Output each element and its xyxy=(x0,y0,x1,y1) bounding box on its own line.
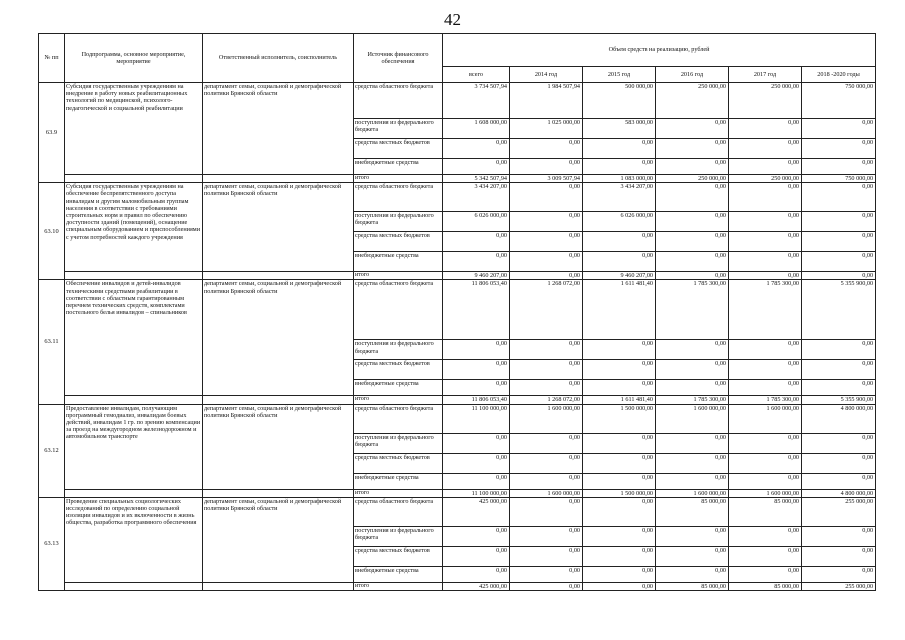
table-row xyxy=(39,497,876,526)
amount-cell: 0,00 xyxy=(583,546,656,566)
amount-cell: 0,00 xyxy=(729,252,802,272)
responsible-executor: департамент семьи, социальной и демографической политики Брянской области xyxy=(203,183,354,272)
amount-cell: 3 734 507,94 xyxy=(443,83,510,119)
amount-cell: 0,00 xyxy=(802,453,876,473)
amount-cell: 1 785 300,00 xyxy=(656,396,729,404)
header-col-2018-2020: 2018 -2020 годы xyxy=(802,67,876,83)
amount-cell: 250 000,00 xyxy=(656,83,729,119)
empty-cell xyxy=(203,396,354,404)
empty-cell xyxy=(65,396,203,404)
amount-cell: 0,00 xyxy=(656,212,729,232)
table-body xyxy=(39,83,876,591)
amount-cell: 0,00 xyxy=(656,360,729,380)
amount-cell: 0,00 xyxy=(443,159,510,175)
funding-source: внебюджетные средства xyxy=(354,159,443,175)
amount-cell: 0,00 xyxy=(443,232,510,252)
amount-cell: 0,00 xyxy=(802,119,876,139)
amount-cell: 0,00 xyxy=(802,340,876,360)
amount-cell: 0,00 xyxy=(443,340,510,360)
amount-cell: 0,00 xyxy=(656,119,729,139)
amount-cell: 0,00 xyxy=(510,340,583,360)
amount-cell: 0,00 xyxy=(510,212,583,232)
table-row xyxy=(39,272,876,280)
amount-cell: 0,00 xyxy=(583,360,656,380)
amount-cell: 0,00 xyxy=(729,433,802,453)
amount-cell: 1 600 000,00 xyxy=(656,489,729,497)
amount-cell: 0,00 xyxy=(729,360,802,380)
empty-cell xyxy=(203,272,354,280)
amount-cell: 0,00 xyxy=(729,139,802,159)
amount-cell: 1 785 300,00 xyxy=(729,396,802,404)
amount-cell: 1 083 000,00 xyxy=(583,175,656,183)
funding-source: итого xyxy=(354,396,443,404)
amount-cell: 11 100 000,00 xyxy=(443,404,510,433)
amount-cell: 0,00 xyxy=(510,232,583,252)
amount-cell: 0,00 xyxy=(729,212,802,232)
amount-cell: 0,00 xyxy=(443,546,510,566)
amount-cell: 0,00 xyxy=(510,582,583,590)
amount-cell: 0,00 xyxy=(729,340,802,360)
amount-cell: 0,00 xyxy=(510,526,583,546)
amount-cell: 1 600 000,00 xyxy=(729,489,802,497)
empty-cell xyxy=(65,272,203,280)
funding-source: поступления из федерального бюджета xyxy=(354,212,443,232)
amount-cell: 0,00 xyxy=(656,252,729,272)
amount-cell: 425 000,00 xyxy=(443,582,510,590)
amount-cell: 4 800 000,00 xyxy=(802,489,876,497)
funding-source: внебюджетные средства xyxy=(354,380,443,396)
amount-cell: 1 600 000,00 xyxy=(656,404,729,433)
amount-cell: 9 460 207,00 xyxy=(583,272,656,280)
amount-cell: 85 000,00 xyxy=(656,497,729,526)
amount-cell: 85 000,00 xyxy=(729,497,802,526)
amount-cell: 0,00 xyxy=(729,526,802,546)
amount-cell: 11 806 053,40 xyxy=(443,396,510,404)
table-row xyxy=(39,396,876,404)
funding-source: средства областного бюджета xyxy=(354,404,443,433)
item-number: 63.13 xyxy=(39,497,65,590)
funding-source: итого xyxy=(354,582,443,590)
page-number: 42 xyxy=(444,10,461,29)
header-executor: Ответственный исполнитель, соисполнитель xyxy=(203,34,354,83)
amount-cell: 0,00 xyxy=(510,159,583,175)
amount-cell: 0,00 xyxy=(729,566,802,582)
funding-source: средства местных бюджетов xyxy=(354,453,443,473)
funding-source: поступления из федерального бюджета xyxy=(354,526,443,546)
responsible-executor: департамент семьи, социальной и демографической политики Брянской области xyxy=(203,280,354,396)
funding-source: средства областного бюджета xyxy=(354,83,443,119)
amount-cell: 11 100 000,00 xyxy=(443,489,510,497)
responsible-executor: департамент семьи, социальной и демографической политики Брянской области xyxy=(203,404,354,489)
funding-source: средства местных бюджетов xyxy=(354,232,443,252)
table-row xyxy=(39,183,876,212)
amount-cell: 6 026 000,00 xyxy=(443,212,510,232)
amount-cell: 0,00 xyxy=(443,360,510,380)
empty-cell xyxy=(65,582,203,590)
amount-cell: 0,00 xyxy=(510,183,583,212)
amount-cell: 5 342 507,94 xyxy=(443,175,510,183)
amount-cell: 0,00 xyxy=(656,183,729,212)
amount-cell: 0,00 xyxy=(510,272,583,280)
funding-source: поступления из федерального бюджета xyxy=(354,340,443,360)
amount-cell: 0,00 xyxy=(510,380,583,396)
amount-cell: 1 600 000,00 xyxy=(729,404,802,433)
amount-cell: 85 000,00 xyxy=(729,582,802,590)
table-row xyxy=(39,280,876,340)
amount-cell: 0,00 xyxy=(583,340,656,360)
table-row xyxy=(39,582,876,590)
amount-cell: 0,00 xyxy=(583,159,656,175)
program-description: Субсидия государственным учреждениям на обеспечение беспрепятственного доступа инвалидам и другим маломобильным группам населения в соответствии с требованиями строительных норм и правил по обеспечению доступности зданий (помещений), оснащение специальным оборудованием и приспособлениями с учетом потребностей каждого учреждения xyxy=(65,183,203,272)
amount-cell: 0,00 xyxy=(443,566,510,582)
amount-cell: 0,00 xyxy=(656,566,729,582)
funding-source: поступления из федерального бюджета xyxy=(354,119,443,139)
amount-cell: 6 026 000,00 xyxy=(583,212,656,232)
amount-cell: 85 000,00 xyxy=(656,582,729,590)
amount-cell: 0,00 xyxy=(510,546,583,566)
amount-cell: 0,00 xyxy=(802,526,876,546)
funding-source: внебюджетные средства xyxy=(354,566,443,582)
empty-cell xyxy=(203,175,354,183)
amount-cell: 0,00 xyxy=(802,139,876,159)
amount-cell: 1 984 507,94 xyxy=(510,83,583,119)
amount-cell: 0,00 xyxy=(583,232,656,252)
amount-cell: 0,00 xyxy=(443,252,510,272)
amount-cell: 583 000,00 xyxy=(583,119,656,139)
amount-cell: 0,00 xyxy=(729,546,802,566)
empty-cell xyxy=(65,175,203,183)
amount-cell: 9 460 207,00 xyxy=(443,272,510,280)
funding-source: средства местных бюджетов xyxy=(354,546,443,566)
amount-cell: 0,00 xyxy=(656,232,729,252)
amount-cell: 0,00 xyxy=(583,139,656,159)
responsible-executor: департамент семьи, социальной и демографической политики Брянской области xyxy=(203,497,354,582)
amount-cell: 0,00 xyxy=(583,473,656,489)
funding-source: итого xyxy=(354,272,443,280)
header-col-2015: 2015 год xyxy=(583,67,656,83)
item-number: 63.11 xyxy=(39,280,65,404)
amount-cell: 0,00 xyxy=(510,139,583,159)
amount-cell: 425 000,00 xyxy=(443,497,510,526)
amount-cell: 5 355 900,00 xyxy=(802,396,876,404)
funding-source: итого xyxy=(354,489,443,497)
amount-cell: 0,00 xyxy=(583,380,656,396)
amount-cell: 0,00 xyxy=(583,497,656,526)
amount-cell: 250 000,00 xyxy=(729,175,802,183)
amount-cell: 1 608 000,00 xyxy=(443,119,510,139)
amount-cell: 1 785 300,00 xyxy=(729,280,802,340)
amount-cell: 0,00 xyxy=(443,433,510,453)
funding-source: внебюджетные средства xyxy=(354,252,443,272)
header-volume: Объем средств на реализацию, рублей xyxy=(443,34,876,67)
amount-cell: 0,00 xyxy=(802,473,876,489)
amount-cell: 0,00 xyxy=(443,139,510,159)
table-row xyxy=(39,489,876,497)
amount-cell: 1 025 000,00 xyxy=(510,119,583,139)
amount-cell: 0,00 xyxy=(802,360,876,380)
amount-cell: 0,00 xyxy=(656,526,729,546)
funding-source: средства областного бюджета xyxy=(354,183,443,212)
amount-cell: 0,00 xyxy=(802,546,876,566)
program-description: Проведение специальных социологических исследований по определению социальной изоляции инвалидов и их включенности в жизнь общества, разработка программного обеспечения xyxy=(65,497,203,582)
amount-cell: 1 600 000,00 xyxy=(510,489,583,497)
amount-cell: 0,00 xyxy=(656,272,729,280)
item-number: 63.9 xyxy=(39,83,65,183)
amount-cell: 0,00 xyxy=(802,183,876,212)
amount-cell: 1 500 000,00 xyxy=(583,404,656,433)
amount-cell: 0,00 xyxy=(656,453,729,473)
amount-cell: 0,00 xyxy=(443,380,510,396)
funding-source: внебюджетные средства xyxy=(354,473,443,489)
amount-cell: 0,00 xyxy=(802,232,876,252)
amount-cell: 0,00 xyxy=(656,139,729,159)
amount-cell: 3 434 207,00 xyxy=(583,183,656,212)
amount-cell: 0,00 xyxy=(443,453,510,473)
amount-cell: 1 785 300,00 xyxy=(656,280,729,340)
table-row xyxy=(39,404,876,433)
amount-cell: 0,00 xyxy=(729,272,802,280)
amount-cell: 0,00 xyxy=(802,380,876,396)
amount-cell: 0,00 xyxy=(510,453,583,473)
amount-cell: 0,00 xyxy=(656,433,729,453)
financing-table xyxy=(38,33,876,591)
amount-cell: 1 600 000,00 xyxy=(510,404,583,433)
amount-cell: 0,00 xyxy=(443,526,510,546)
amount-cell: 0,00 xyxy=(510,566,583,582)
amount-cell: 0,00 xyxy=(583,252,656,272)
amount-cell: 0,00 xyxy=(656,473,729,489)
amount-cell: 0,00 xyxy=(729,232,802,252)
amount-cell: 0,00 xyxy=(583,582,656,590)
amount-cell: 0,00 xyxy=(802,433,876,453)
responsible-executor: департамент семьи, социальной и демографической политики Брянской области xyxy=(203,83,354,175)
amount-cell: 0,00 xyxy=(729,453,802,473)
amount-cell: 0,00 xyxy=(510,360,583,380)
amount-cell: 250 000,00 xyxy=(729,83,802,119)
amount-cell: 0,00 xyxy=(510,433,583,453)
item-number: 63.12 xyxy=(39,404,65,497)
header-col-2016: 2016 год xyxy=(656,67,729,83)
amount-cell: 255 000,00 xyxy=(802,582,876,590)
amount-cell: 0,00 xyxy=(510,473,583,489)
table-row xyxy=(39,175,876,183)
program-description: Обеспечение инвалидов и детей-инвалидов техническими средствами реабилитации в соответствии с областным гарантированным перечнем технических средств, комплектами постельного белья инвалидов – спинальников xyxy=(65,280,203,396)
funding-source: средства областного бюджета xyxy=(354,497,443,526)
header-program: Подпрограмма, основное мероприятие, мероприятие xyxy=(65,34,203,83)
amount-cell: 1 611 481,40 xyxy=(583,396,656,404)
amount-cell: 0,00 xyxy=(729,183,802,212)
amount-cell: 0,00 xyxy=(802,212,876,232)
amount-cell: 0,00 xyxy=(656,340,729,360)
amount-cell: 0,00 xyxy=(802,272,876,280)
amount-cell: 1 611 481,40 xyxy=(583,280,656,340)
amount-cell: 0,00 xyxy=(729,159,802,175)
table-row xyxy=(39,83,876,119)
funding-source: средства местных бюджетов xyxy=(354,360,443,380)
empty-cell xyxy=(203,489,354,497)
amount-cell: 0,00 xyxy=(802,566,876,582)
program-description: Субсидия государственным учреждениям на внедрение в работу новых реабилитационных технологий по медицинской, психолого-педагогической и социальной реабилитации xyxy=(65,83,203,175)
amount-cell: 255 000,00 xyxy=(802,497,876,526)
amount-cell: 250 000,00 xyxy=(656,175,729,183)
amount-cell: 1 268 072,00 xyxy=(510,396,583,404)
amount-cell: 0,00 xyxy=(656,546,729,566)
program-description: Предоставление инвалидам, получающим программный гемодиализ, инвалидам боевых действий, инвалидам 1 гр. по зрению компенсации за проезд на междугородном железнодорожном и автомобильном транспорте xyxy=(65,404,203,489)
amount-cell: 0,00 xyxy=(656,380,729,396)
amount-cell: 11 806 053,40 xyxy=(443,280,510,340)
empty-cell xyxy=(203,582,354,590)
funding-source: средства областного бюджета xyxy=(354,280,443,340)
header-num: № пп xyxy=(39,34,65,83)
header-col-total: всего xyxy=(443,67,510,83)
amount-cell: 750 000,00 xyxy=(802,83,876,119)
amount-cell: 0,00 xyxy=(729,380,802,396)
funding-source: поступления из федерального бюджета xyxy=(354,433,443,453)
amount-cell: 0,00 xyxy=(443,473,510,489)
item-number: 63.10 xyxy=(39,183,65,280)
amount-cell: 750 000,00 xyxy=(802,175,876,183)
amount-cell: 0,00 xyxy=(802,159,876,175)
funding-source: итого xyxy=(354,175,443,183)
header-source: Источник финансового обеспечения xyxy=(354,34,443,83)
amount-cell: 0,00 xyxy=(802,252,876,272)
amount-cell: 0,00 xyxy=(656,159,729,175)
amount-cell: 0,00 xyxy=(583,566,656,582)
amount-cell: 3 434 207,00 xyxy=(443,183,510,212)
amount-cell: 0,00 xyxy=(510,497,583,526)
header-col-2017: 2017 год xyxy=(729,67,802,83)
amount-cell: 0,00 xyxy=(510,252,583,272)
amount-cell: 500 000,00 xyxy=(583,83,656,119)
amount-cell: 0,00 xyxy=(583,433,656,453)
amount-cell: 0,00 xyxy=(583,453,656,473)
amount-cell: 0,00 xyxy=(583,526,656,546)
funding-source: средства местных бюджетов xyxy=(354,139,443,159)
empty-cell xyxy=(65,489,203,497)
amount-cell: 5 355 900,00 xyxy=(802,280,876,340)
amount-cell: 1 500 000,00 xyxy=(583,489,656,497)
amount-cell: 0,00 xyxy=(729,119,802,139)
amount-cell: 1 268 072,00 xyxy=(510,280,583,340)
amount-cell: 3 009 507,94 xyxy=(510,175,583,183)
amount-cell: 0,00 xyxy=(729,473,802,489)
header-col-2014: 2014 год xyxy=(510,67,583,83)
amount-cell: 4 800 000,00 xyxy=(802,404,876,433)
